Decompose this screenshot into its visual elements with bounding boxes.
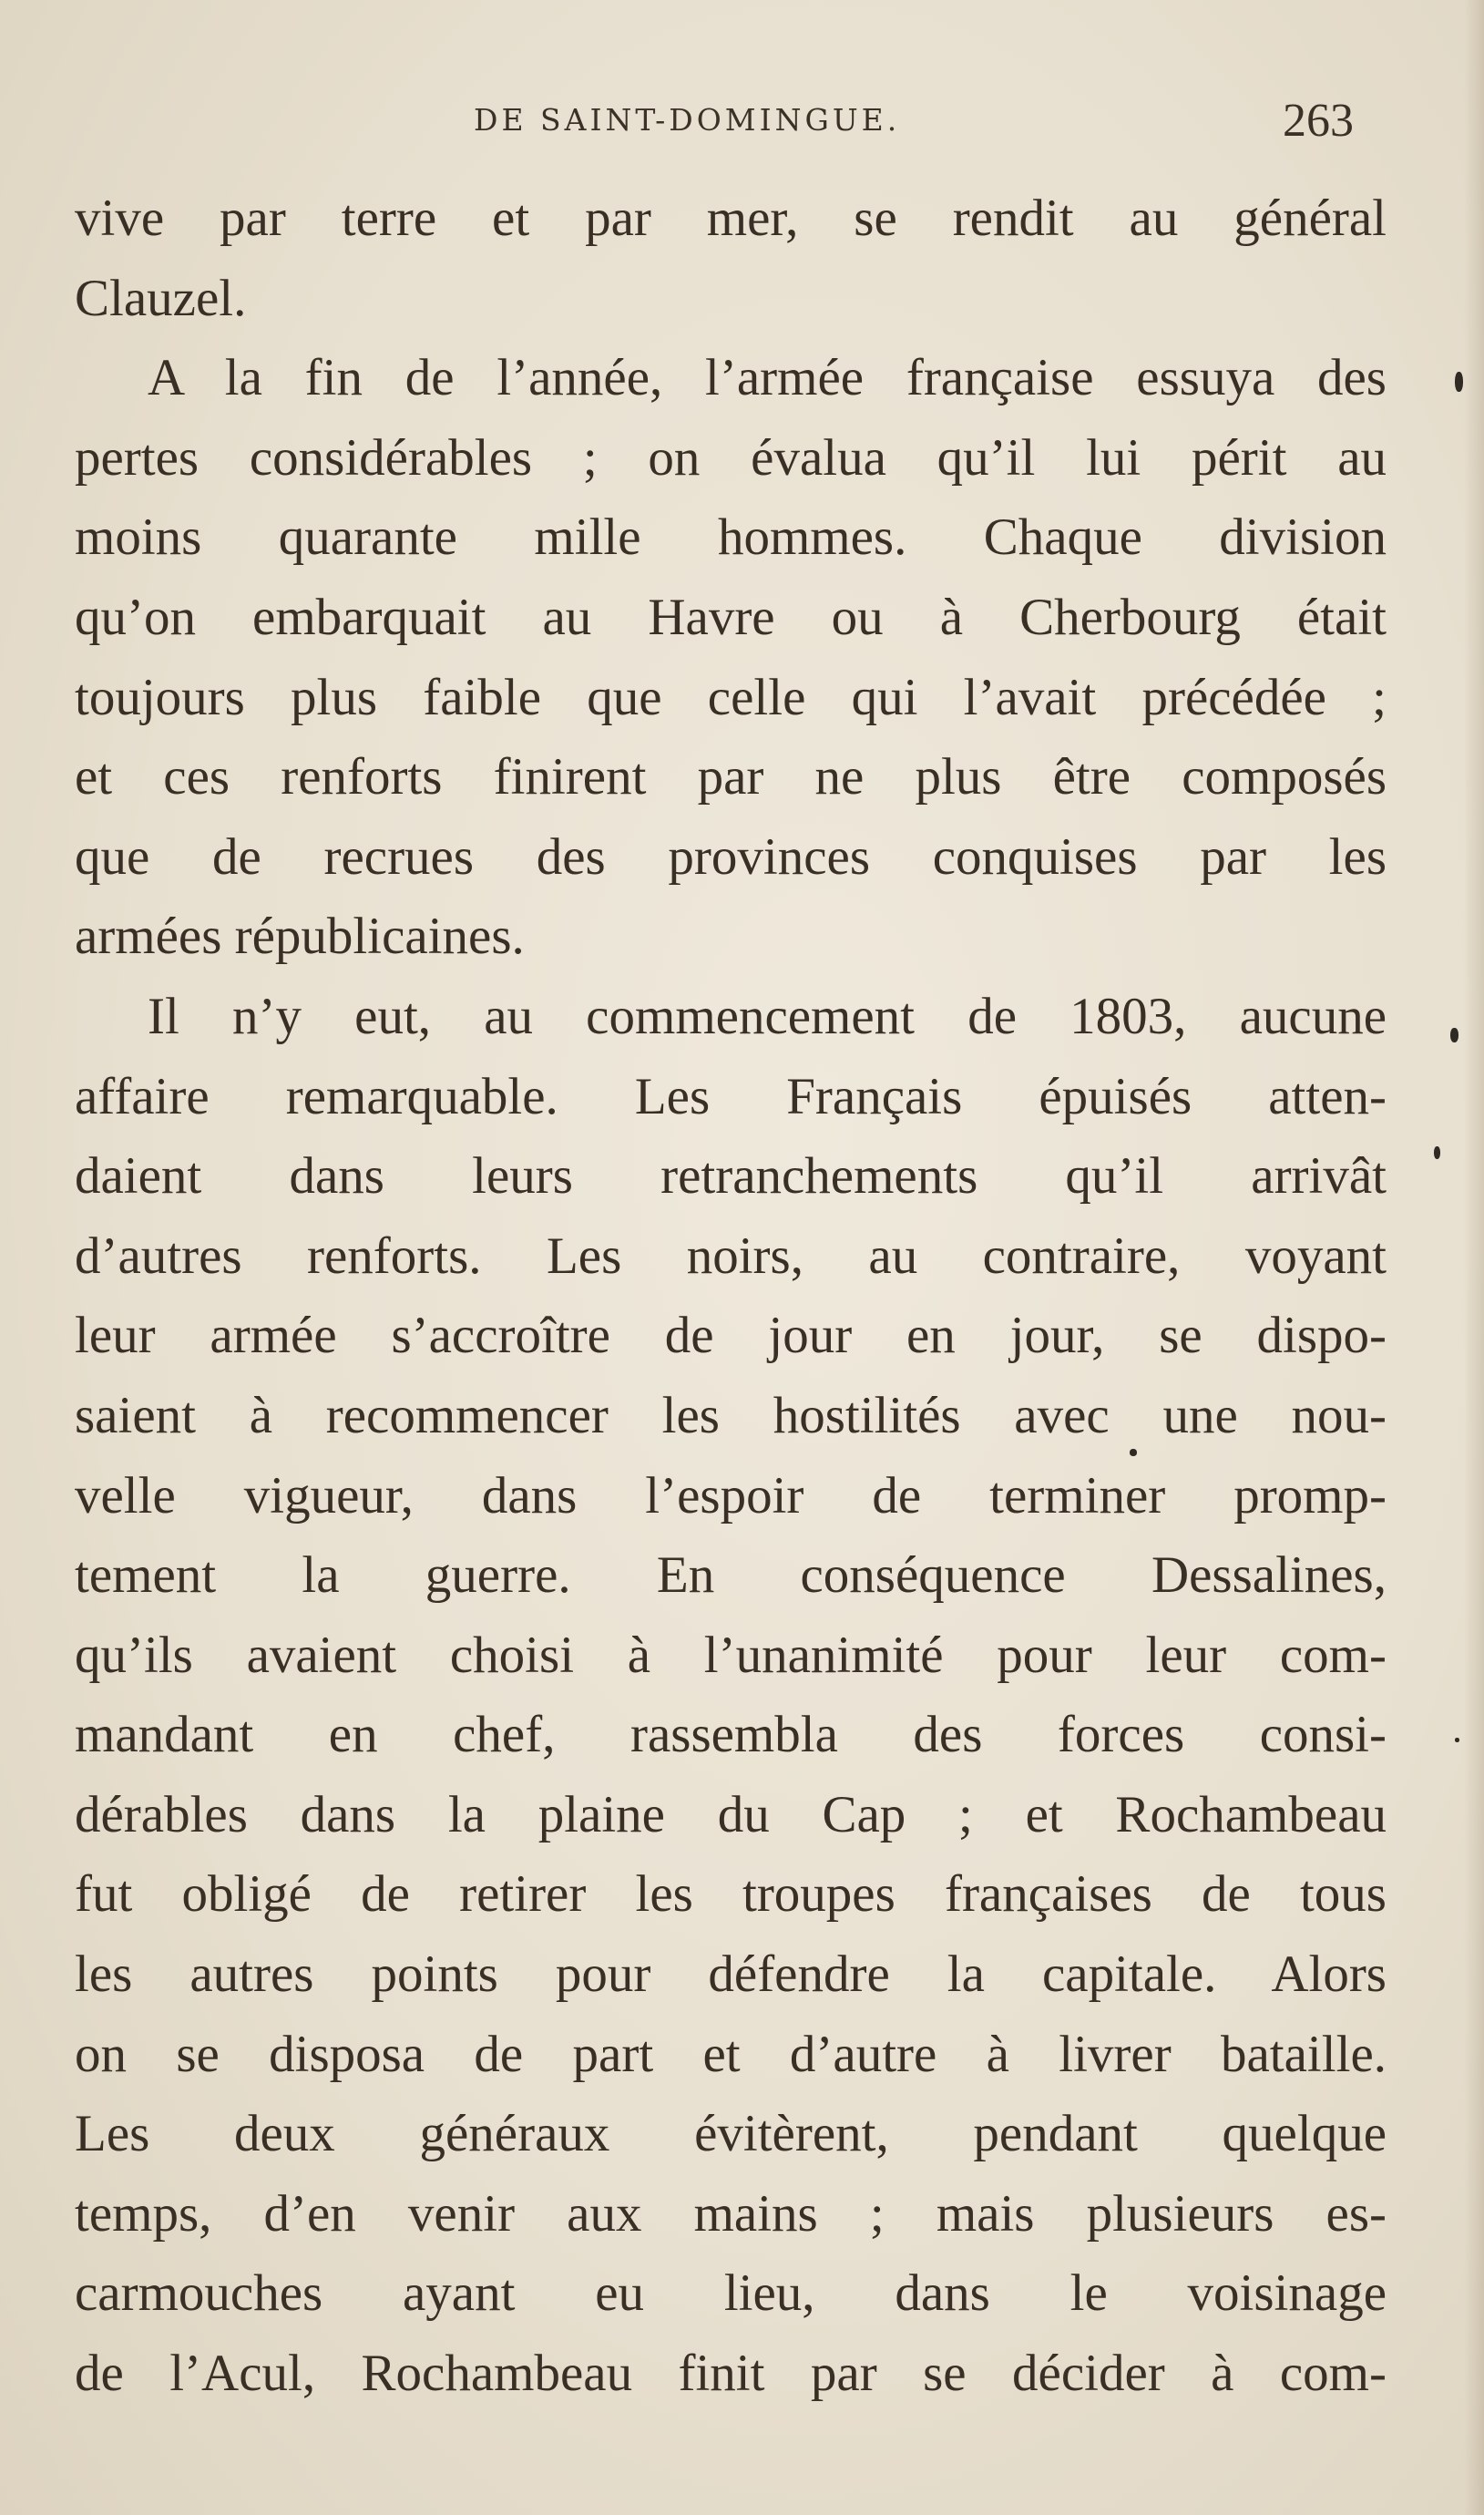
text-line: dérables dans la plaine du Cap ; et Rochambeau xyxy=(75,1785,1387,1843)
ink-speck xyxy=(1455,372,1463,392)
text-line: de l’Acul, Rochambeau finit par se décider à com- xyxy=(75,2345,1387,2403)
text-line: velle vigueur, dans l’espoir de terminer promp- xyxy=(75,1466,1387,1524)
text-line: on se disposa de part et d’autre à livrer bataille. xyxy=(75,2025,1387,2083)
body-text xyxy=(75,179,1387,2414)
text-line: vive par terre et par mer, se rendit au général xyxy=(75,190,1387,247)
ink-speck xyxy=(1450,1028,1458,1042)
text-line: pertes considérables ; on évalua qu’il lui périt au xyxy=(75,428,1387,487)
text-line: Les deux généraux évitèrent, pendant quelque xyxy=(75,2105,1387,2163)
paragraph-start-line: A la fin de l’année, l’armée française essuya des xyxy=(148,349,1387,407)
text-line: les autres points pour défendre la capitale. Alors xyxy=(75,1945,1387,2004)
text-line: et ces renforts finirent par ne plus être composés xyxy=(75,748,1387,806)
page-number: 263 xyxy=(1283,95,1354,147)
text-line: que de recrues des provinces conquises par les xyxy=(75,827,1387,886)
text-line: mandant en chef, rassembla des forces consi- xyxy=(75,1706,1387,1764)
ink-speck xyxy=(1434,1146,1440,1159)
text-line: daient dans leurs retranchements qu’il arrivât xyxy=(75,1147,1387,1206)
text-line: tement la guerre. En conséquence Dessalines, xyxy=(75,1546,1387,1605)
text-line: moins quarante mille hommes. Chaque division xyxy=(75,508,1387,567)
running-header: DE SAINT-DOMINGUE. xyxy=(474,102,901,138)
text-line: armées républicaines. xyxy=(75,908,525,966)
text-line: toujours plus faible que celle qui l’avait précédée ; xyxy=(75,668,1387,726)
ink-speck xyxy=(1130,1449,1137,1456)
text-line: fut obligé de retirer les troupes françaises de tous xyxy=(75,1865,1387,1924)
paragraph-start-line: Il n’y eut, au commencement de 1803, aucune xyxy=(148,987,1387,1045)
ink-speck xyxy=(1455,1738,1459,1742)
text-line: saient à recommencer les hostilités avec une nou- xyxy=(75,1386,1387,1444)
text-line: d’autres renforts. Les noirs, au contraire, voyant xyxy=(75,1227,1387,1285)
text-line: Clauzel. xyxy=(75,269,247,327)
text-line: carmouches ayant eu lieu, dans le voisinage xyxy=(75,2264,1387,2323)
text-line: leur armée s’accroître de jour en jour, se dispo- xyxy=(75,1307,1387,1365)
text-line: qu’ils avaient choisi à l’unanimité pour leur com- xyxy=(75,1626,1387,1684)
page-edge-shadow xyxy=(1464,0,1484,2515)
text-line: affaire remarquable. Les Français épuisés atten- xyxy=(75,1067,1387,1125)
text-line: temps, d’en venir aux mains ; mais plusieurs es- xyxy=(75,2184,1387,2243)
text-line: qu’on embarquait au Havre ou à Cherbourg était xyxy=(75,588,1387,646)
